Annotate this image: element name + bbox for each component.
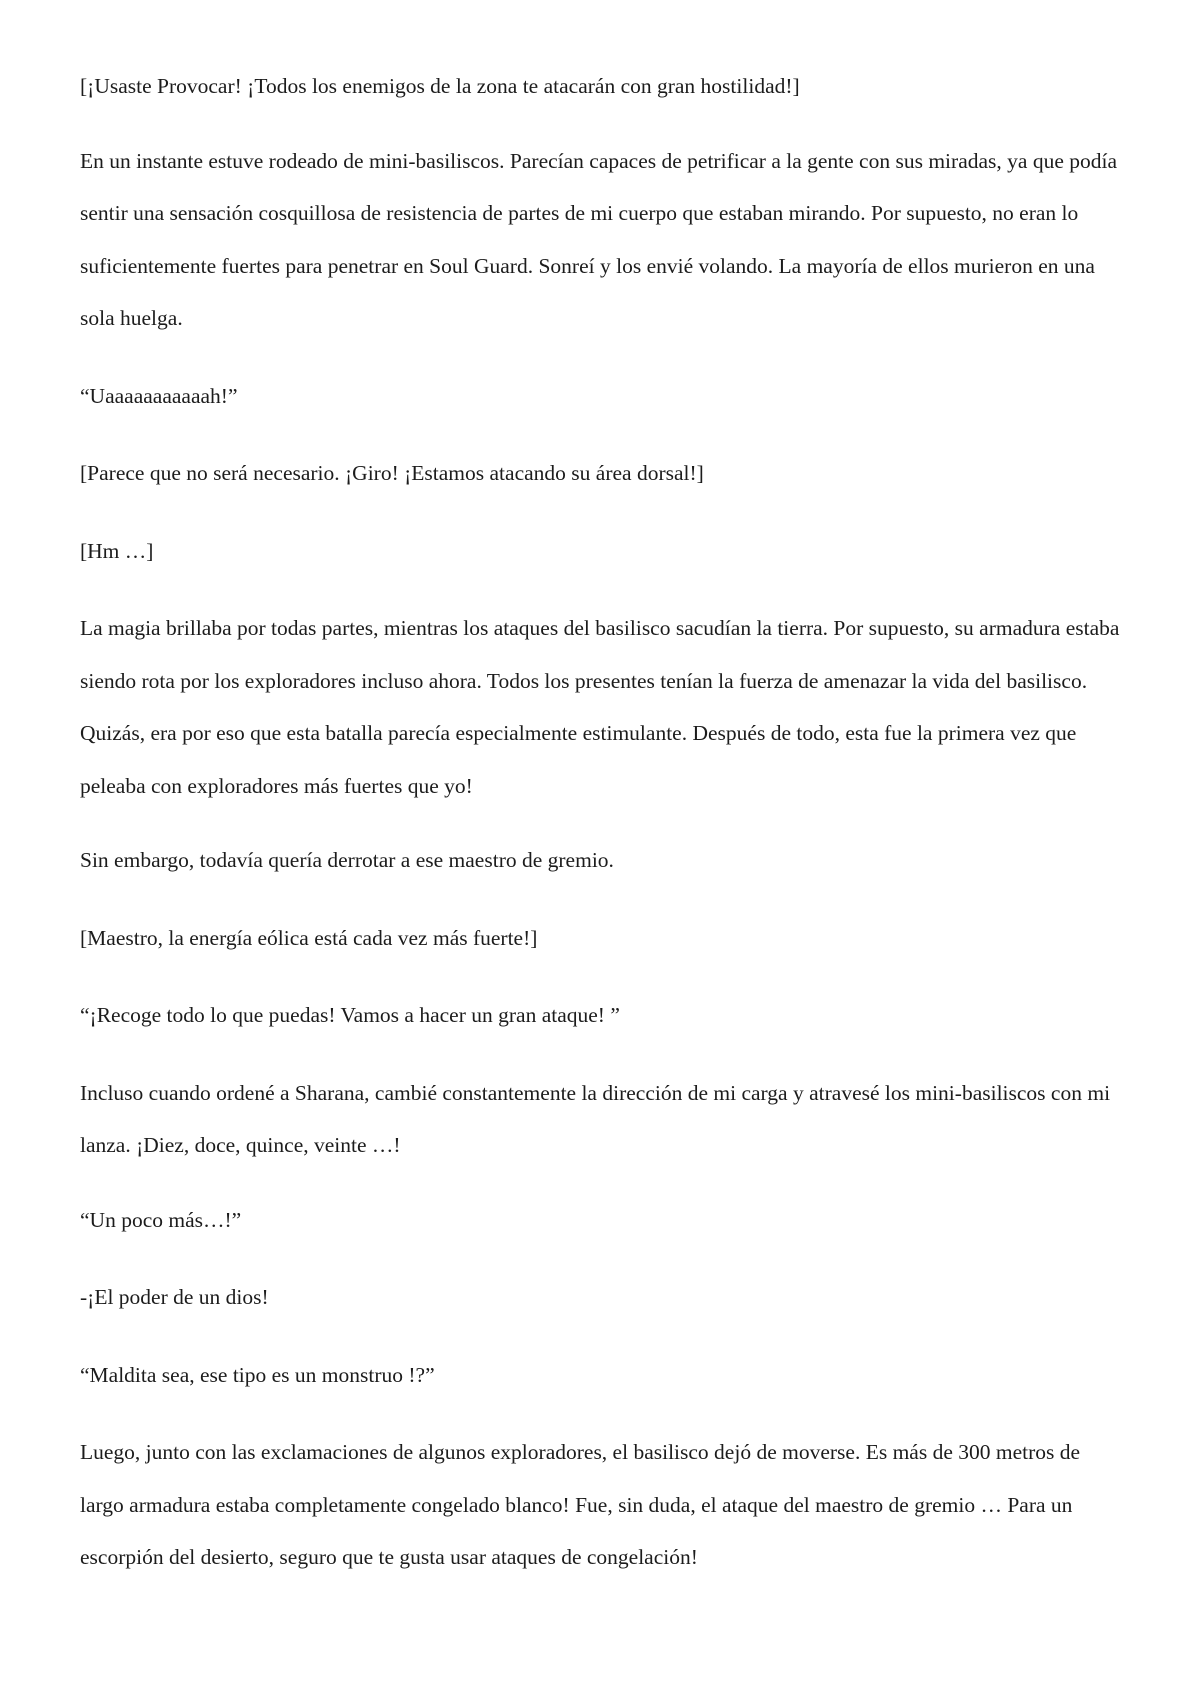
paragraph-narration: En un instante estuve rodeado de mini-basiliscos. Parecían capaces de petrificar a la gente con sus miradas, ya que podía sentir una sensación cosquillosa de resistencia de partes de mi cuerpo que estaban mirando. Por supuesto, no eran lo suficientemente fuertes para penetrar en Soul Guard. Sonreí y los envié volando. La mayoría de ellos murieron en una sola huelga.: [80, 148, 1117, 330]
paragraph-dialogue: -¡El poder de un dios!: [80, 1285, 269, 1309]
paragraph-system-message: [Hm …]: [80, 538, 154, 563]
paragraph-narration: La magia brillaba por todas partes, mientras los ataques del basilisco sacudían la tierra. Por supuesto, su armadura estaba siendo rota por los exploradores incluso ahora. Todos los presentes tenían la fuerza de amenazar la vida del basilisco. Quizás, era por eso que esta batalla parecía especialmente estimulante. Después de todo, esta fue la primera vez que peleaba con exploradores más fuertes que yo!: [80, 616, 1120, 798]
paragraph-system-message-provoke: [¡Usaste Provocar! ¡Todos los enemigos de la zona te atacarán con gran hostilidad!]: [80, 74, 800, 98]
paragraph-dialogue: “¡Recoge todo lo que puedas! Vamos a hacer un gran ataque! ”: [80, 1003, 620, 1027]
paragraph-narration: Luego, junto con las exclamaciones de algunos exploradores, el basilisco dejó de moverse. Es más de 300 metros de largo armadura estaba completamente congelado blanco! Fue, sin duda, el ataque del maestro de gremio … Para un escorpión del desierto, seguro que te gusta usar ataques de congelación!: [80, 1440, 1081, 1569]
paragraph-dialogue: “Uaaaaaaaaaaah!”: [80, 383, 238, 408]
paragraph-dialogue: “Maldita sea, ese tipo es un monstruo !?”: [80, 1362, 435, 1387]
paragraph-system-message: [Maestro, la energía eólica está cada vez más fuerte!]: [80, 925, 538, 950]
paragraph-dialogue: “Un poco más…!”: [80, 1207, 242, 1232]
paragraph-narration: Incluso cuando ordené a Sharana, cambié constantemente la dirección de mi carga y atravesé los mini-basiliscos con mi lanza. ¡Diez, doce, quince, veinte …!: [80, 1080, 1111, 1157]
paragraph-narration: Sin embargo, todavía quería derrotar a ese maestro de gremio.: [80, 848, 614, 872]
paragraph-system-message: [Parece que no será necesario. ¡Giro! ¡Estamos atacando su área dorsal!]: [80, 461, 704, 485]
document-body: [80, 60, 1120, 1584]
